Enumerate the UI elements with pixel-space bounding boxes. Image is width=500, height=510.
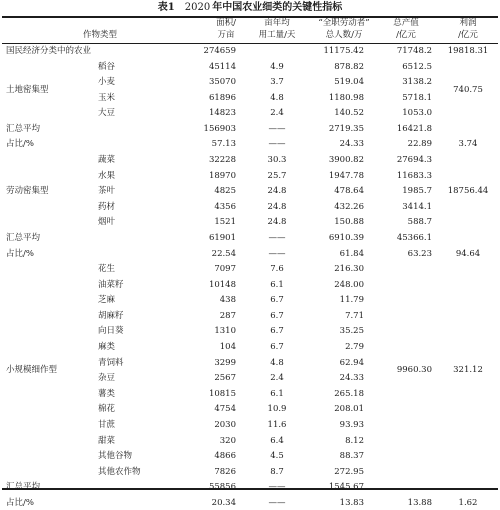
crop-name: 向日葵 — [98, 326, 124, 337]
crop-area: 10148 — [208, 279, 236, 290]
share-area: 22.54 — [211, 248, 236, 259]
header-labor-line1: 亩年均 — [264, 18, 290, 28]
crop-area: 2567 — [214, 373, 236, 384]
crop-area: 1521 — [214, 217, 236, 228]
crop-fte: 216.30 — [334, 264, 364, 275]
share-label: 占比/% — [6, 497, 34, 508]
crop-name: 玉米 — [98, 92, 116, 103]
summary-label: 汇总平均 — [6, 123, 41, 134]
crop-area: 2030 — [214, 419, 236, 430]
crop-area: 45114 — [208, 61, 236, 72]
crop-labor: 25.7 — [267, 170, 287, 181]
crop-labor: 6.1 — [270, 279, 284, 290]
share-fte: 61.84 — [339, 248, 364, 259]
crop-output: 1053.0 — [402, 108, 432, 119]
crop-area: 18970 — [208, 170, 236, 181]
crop-name: 甜菜 — [98, 435, 116, 446]
crop-fte: 24.33 — [339, 373, 364, 384]
crop-labor: 2.4 — [270, 373, 284, 384]
crop-area: 7826 — [214, 466, 236, 477]
crop-name: 棉花 — [98, 404, 116, 415]
national-area: 274659 — [203, 46, 236, 56]
crop-fte: 7.71 — [345, 310, 364, 321]
crop-name: 油菜籽 — [98, 279, 124, 290]
crop-area: 320 — [219, 435, 236, 446]
header-area-line2: 万亩 — [217, 30, 235, 40]
crop-fte: 3900.82 — [328, 155, 364, 166]
summary-label: 汇总平均 — [6, 232, 41, 243]
crop-labor: 6.7 — [270, 310, 284, 321]
caption-title: 年中国农业细类的关键性指标 — [212, 2, 343, 13]
crop-area: 4754 — [214, 404, 236, 415]
national-output: 71748.2 — [396, 46, 432, 56]
crop-labor: 2.4 — [270, 108, 284, 119]
share-profit: 3.74 — [458, 139, 478, 150]
crop-area: 10815 — [208, 388, 236, 399]
crop-fte: 11.79 — [339, 295, 364, 306]
crop-name: 其他谷物 — [98, 451, 133, 462]
share-output: 22.89 — [407, 139, 432, 150]
bottom-rule — [2, 488, 498, 490]
crop-output: 3414.1 — [402, 201, 432, 212]
national-fte: 11175.42 — [323, 46, 364, 56]
share-fte: 13.83 — [339, 497, 364, 508]
crop-fte: 248.00 — [334, 279, 364, 290]
group-name: 小规模细作型 — [6, 365, 58, 376]
crop-fte: 265.18 — [334, 388, 364, 399]
share-area: 57.13 — [211, 139, 236, 150]
share-label: 占比/% — [6, 248, 34, 259]
crop-name: 花生 — [98, 264, 116, 275]
summary-fte: 6910.39 — [328, 232, 364, 243]
header-output-line2: /亿元 — [396, 30, 416, 40]
summary-area: 156903 — [203, 123, 236, 134]
share-output: 63.23 — [407, 248, 432, 259]
crop-area: 4866 — [214, 451, 236, 462]
crop-labor: 7.6 — [270, 264, 284, 275]
crop-area: 3299 — [214, 357, 236, 368]
crop-name: 胡麻籽 — [98, 310, 124, 321]
crop-output: 11683.3 — [396, 170, 432, 181]
header-labor-line2: 用工量/天 — [258, 30, 296, 40]
group-profit: 321.12 — [453, 365, 483, 376]
summary-labor: —— — [268, 232, 286, 243]
crop-name: 水果 — [98, 170, 116, 181]
crop-labor: 4.5 — [270, 451, 284, 462]
crop-area: 35070 — [208, 77, 236, 88]
crop-name: 薯类 — [98, 388, 116, 399]
header-crop-type: 作物类型 — [82, 30, 117, 40]
national-profit: 19818.31 — [447, 46, 489, 56]
header-profit-line1: 利润 — [459, 18, 477, 28]
crop-labor: 6.4 — [270, 435, 284, 446]
share-fte: 24.33 — [339, 139, 364, 150]
crop-output: 1985.7 — [402, 186, 432, 197]
share-area: 20.34 — [211, 497, 236, 508]
crop-name: 小麦 — [98, 77, 116, 88]
crop-labor: 24.8 — [267, 201, 287, 212]
crop-area: 287 — [219, 310, 236, 321]
crop-labor: 6.7 — [270, 326, 284, 337]
summary-output: 45366.1 — [396, 232, 432, 243]
summary-labor: —— — [268, 123, 286, 134]
crop-name: 大豆 — [98, 108, 116, 119]
crop-fte: 150.88 — [334, 217, 364, 228]
header-area-line1: 面积/ — [216, 18, 236, 28]
crop-labor: 30.3 — [267, 155, 287, 166]
crop-area: 4356 — [214, 201, 236, 212]
crop-area: 104 — [219, 342, 236, 353]
crop-fte: 208.01 — [334, 404, 364, 415]
summary-fte: 2719.35 — [328, 123, 364, 134]
national-label: 国民经济分类中的农业 — [6, 46, 92, 56]
crop-labor: 4.8 — [270, 92, 284, 103]
crop-area: 7097 — [214, 264, 236, 275]
crop-output: 27694.3 — [396, 155, 432, 166]
crop-name: 杂豆 — [98, 373, 116, 384]
group-name: 土地密集型 — [6, 84, 49, 95]
share-labor: —— — [268, 248, 286, 259]
crop-area: 14823 — [208, 108, 236, 119]
crop-name: 芝麻 — [98, 295, 116, 306]
group-profit: 740.75 — [453, 84, 483, 95]
group-output-merged: 9960.30 — [396, 365, 432, 376]
crop-name: 其他农作物 — [98, 466, 141, 477]
crop-fte: 88.37 — [339, 451, 364, 462]
crop-name: 烟叶 — [98, 217, 116, 228]
table-caption — [0, 2, 500, 14]
crop-labor: 8.7 — [270, 466, 284, 477]
crop-labor: 10.9 — [267, 404, 287, 415]
crop-name: 药材 — [98, 201, 116, 212]
share-label: 占比/% — [6, 139, 34, 150]
share-profit: 1.62 — [458, 497, 478, 508]
crop-fte: 93.93 — [339, 419, 364, 430]
crop-fte: 272.95 — [334, 466, 364, 477]
crop-area: 1310 — [214, 326, 236, 337]
crop-labor: 4.8 — [270, 357, 284, 368]
crop-area: 438 — [219, 295, 236, 306]
crop-fte: 1180.98 — [328, 92, 364, 103]
crop-name: 青饲料 — [98, 357, 124, 368]
share-output: 13.88 — [407, 497, 432, 508]
crop-labor: 11.6 — [267, 419, 287, 430]
share-labor: —— — [268, 139, 286, 150]
crop-labor: 4.9 — [270, 61, 284, 72]
group-profit: 18756.44 — [447, 186, 489, 197]
caption-label: 表1 — [157, 2, 175, 13]
crop-fte: 1947.78 — [328, 170, 364, 181]
header-profit-line2: /亿元 — [458, 30, 478, 40]
summary-area: 61901 — [208, 232, 236, 243]
crop-fte: 140.52 — [334, 108, 364, 119]
caption-year: 2020 — [184, 2, 211, 13]
header-fte-line2: 总人数/万 — [325, 30, 363, 40]
crop-area: 61896 — [208, 92, 236, 103]
crop-area: 32228 — [208, 155, 236, 166]
crop-labor: 3.7 — [270, 77, 284, 88]
crop-fte: 8.12 — [345, 435, 364, 446]
crop-name: 蔬菜 — [98, 155, 116, 166]
share-labor: —— — [268, 497, 286, 508]
crop-output: 5718.1 — [402, 92, 432, 103]
crop-name: 甘蔗 — [98, 419, 116, 430]
crop-fte: 432.26 — [334, 201, 364, 212]
crop-fte: 62.94 — [339, 357, 364, 368]
crop-output: 588.7 — [407, 217, 432, 228]
share-profit: 94.64 — [455, 248, 481, 259]
crop-area: 4825 — [214, 186, 236, 197]
crop-labor: 6.1 — [270, 388, 284, 399]
group-name: 劳动密集型 — [6, 186, 49, 197]
summary-output: 16421.8 — [396, 123, 432, 134]
crop-labor: 24.8 — [267, 217, 287, 228]
crop-name: 稻谷 — [98, 61, 116, 72]
crop-fte: 478.64 — [334, 186, 364, 197]
crop-fte: 2.79 — [345, 342, 364, 353]
crop-labor: 24.8 — [267, 186, 287, 197]
header-fte-line1: “全职劳动者” — [318, 18, 370, 28]
crop-labor: 6.7 — [270, 342, 284, 353]
header-output-line1: 总产值 — [393, 18, 419, 28]
crop-labor: 6.7 — [270, 295, 284, 306]
crop-output: 3138.2 — [402, 77, 432, 88]
crop-fte: 519.04 — [334, 77, 364, 88]
crop-fte: 878.82 — [334, 61, 364, 72]
crop-fte: 35.25 — [339, 326, 364, 337]
crop-name: 茶叶 — [98, 186, 116, 197]
crop-name: 麻类 — [98, 342, 116, 353]
crop-output: 6512.5 — [402, 61, 432, 72]
